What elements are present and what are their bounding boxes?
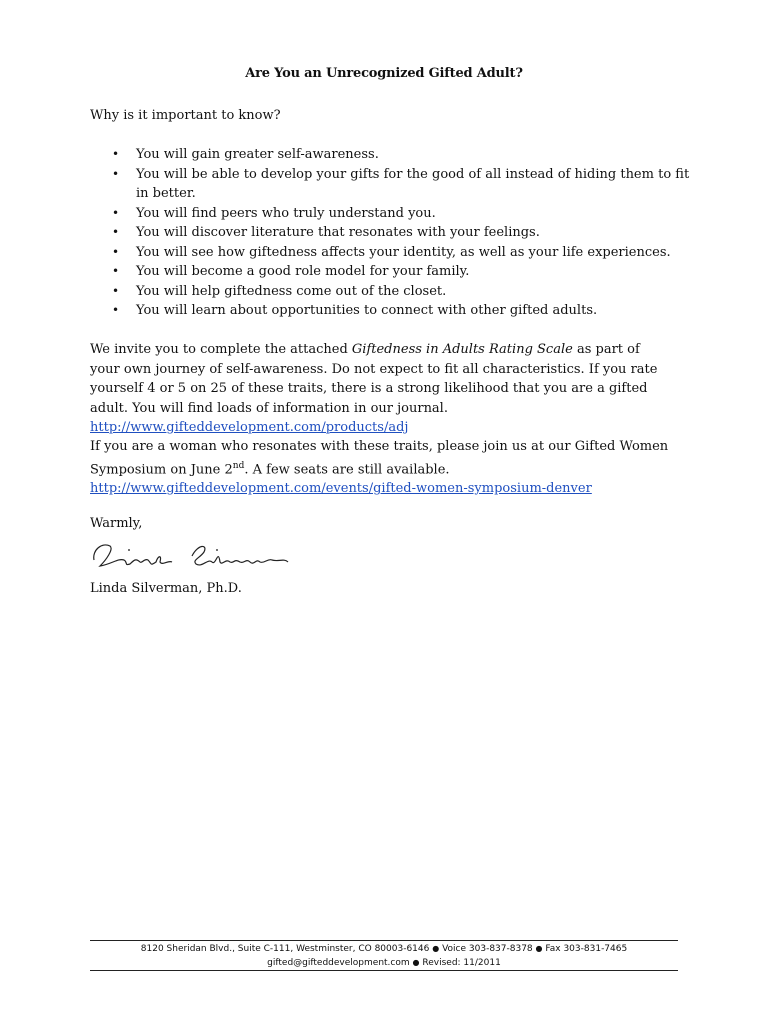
rating-scale-title: Giftedness in Adults Rating Scale xyxy=(351,342,573,357)
benefits-list xyxy=(90,145,690,321)
footer-line-1 xyxy=(90,942,678,956)
separator-icon: ● xyxy=(535,944,543,953)
signer-name: Linda Silverman, Ph.D. xyxy=(90,581,242,596)
footer-fax: Fax 303-831-7465 xyxy=(545,944,628,954)
bullet-icon: • xyxy=(112,283,120,298)
footer-divider-top xyxy=(90,940,678,941)
list-item: • You will help giftedness come out of the closet. xyxy=(90,282,690,302)
page-title: Are You an Unrecognized Gifted Adult? xyxy=(245,66,523,81)
footer xyxy=(90,942,678,970)
bullet-icon: • xyxy=(112,244,120,259)
bullet-icon: • xyxy=(112,166,120,181)
list-item: • You will learn about opportunities to connect with other gifted adults. xyxy=(90,301,690,321)
journal-link[interactable]: http://www.gifteddevelopment.com/products/adj xyxy=(90,420,409,435)
footer-divider-bottom xyxy=(90,970,678,971)
footer-email[interactable]: gifted@gifteddevelopment.com xyxy=(267,958,410,968)
separator-icon: ● xyxy=(412,958,420,967)
bullet-icon: • xyxy=(112,264,120,278)
list-item: • You will be able to develop your gifts for the good of all instead of hiding them to fit in better. xyxy=(112,166,690,201)
footer-line-2 xyxy=(90,956,678,970)
symposium-paragraph: If you are a woman who resonates with these traits, please join us at our Gifted Women Symposium on June 2nd. A few seats are still available. http://www.gifteddevelopment.com/events/gifted-women-symposium-denver xyxy=(90,439,669,497)
list-item: • You will find peers who truly understand you. xyxy=(90,204,690,224)
signoff: Warmly, xyxy=(90,516,143,531)
footer-revised: Revised: 11/2011 xyxy=(422,958,501,968)
list-item: • You will gain greater self-awareness. xyxy=(90,145,690,165)
bullet-icon: • xyxy=(112,205,120,220)
bullet-icon: • xyxy=(112,303,120,317)
separator-icon: ● xyxy=(432,944,440,953)
rating-scale-paragraph: We invite you to complete the attached Giftedness in Adults Rating Scale as part of your own journey of self-awareness. Do not expect to fit all characteristics. If you rate yourself 4 or 5 on 25 of these traits, there is a strong likelihood that you are a gifted adult. You will find loads of information in our journal. http://www.gifteddevelopment.com/products/adj xyxy=(90,342,658,435)
list-item: • You will see how giftedness affects your identity, as well as your life experiences. xyxy=(90,243,690,263)
footer-address: 8120 Sheridan Blvd., Suite C-111, Westminster, CO 80003-6146 xyxy=(140,944,430,954)
bullet-icon: • xyxy=(112,225,120,239)
signature-image xyxy=(88,536,298,576)
footer-voice: Voice 303-837-8378 xyxy=(442,944,533,954)
intro-question: Why is it important to know? xyxy=(90,108,281,123)
list-item: • You will discover literature that resonates with your feelings. xyxy=(90,223,690,243)
bullet-icon: • xyxy=(112,147,120,161)
list-item: • You will become a good role model for your family. xyxy=(90,262,690,282)
symposium-link[interactable]: http://www.gifteddevelopment.com/events/gifted-women-symposium-denver xyxy=(90,481,592,497)
